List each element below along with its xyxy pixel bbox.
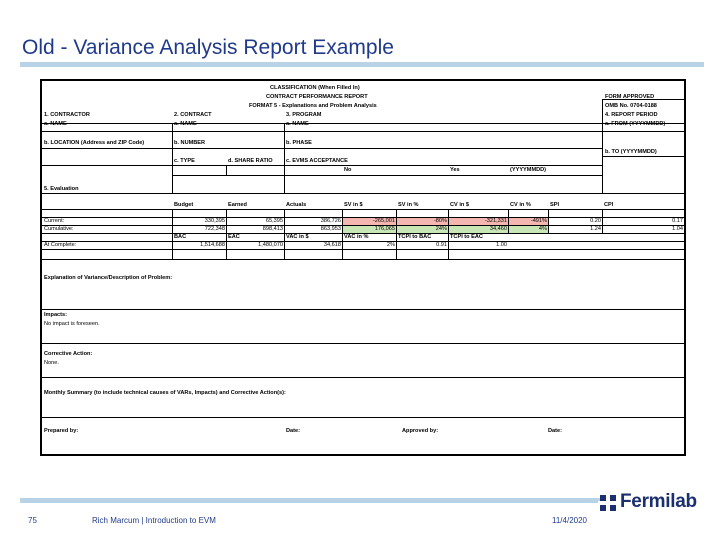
current-cv-dollar: -321,331 [484,218,507,224]
cumulative-spi: 1.24 [590,226,601,232]
evaluation-label: 5. Evaluation [44,186,79,192]
rule [342,209,343,259]
variance-report-form [40,79,686,456]
cumulative-cpi: 1.04 [672,226,683,232]
current-budget: 330,395 [204,218,225,224]
at-complete-vac-dollar: 34,618 [323,242,341,248]
evms-yes: Yes [450,167,460,173]
date-label-1: Date: [286,428,300,434]
classification-label: CLASSIFICATION (When Filled In) [270,85,360,91]
explanation-label: Explanation of Variance/Description of Problem: [44,275,173,281]
rule [42,148,602,149]
footer-divider [20,498,604,503]
contractor-location: b. LOCATION (Address and ZIP Code) [44,140,145,146]
from-date: a. FROM (YYYYMMDD) [605,121,666,127]
rule [172,123,173,193]
footer-date: 11/4/2020 [552,516,587,525]
cumulative-sv-dollar: 176,065 [374,226,395,232]
to-date: b. TO (YYYYMMDD) [605,149,657,155]
rule [42,259,684,260]
col-sv-percent: SV in % [398,202,419,208]
at-complete-tcpi-bac: 0.91 [436,242,447,248]
at-complete-vac-percent: 2% [386,242,395,248]
at-complete-tcpi-eac: 1.00 [496,242,507,248]
rule [42,209,684,210]
share-ratio: d. SHARE RATIO [228,158,273,164]
rule [42,309,684,310]
current-cpi: 0.17 [672,218,683,224]
evms-date: (YYYYMMDD) [510,167,547,173]
col-tcpi-bac: TCPI to BAC [398,234,432,240]
impacts-text: No impact is foreseen. [44,321,100,327]
col-eac: EAC [228,234,240,240]
cumulative-earned: 898,413 [262,226,283,232]
presenter-info: Rich Marcum | Introduction to EVM [92,516,216,525]
rule [42,131,684,132]
row-label-cumulative: Cumulative: [44,226,74,232]
contractor-name: a. NAME [44,121,67,127]
current-actuals: 386,726 [320,218,341,224]
rule [42,123,684,124]
fermilab-logo [598,490,710,514]
col-bac: BAC [174,234,187,240]
cumulative-cv-percent: 4% [538,226,547,232]
col-actuals: Actuals [286,202,307,208]
col-cv-dollar: CV in $ [450,202,469,208]
format-label: FORMAT 5 - Explanations and Problem Analysis [249,103,377,109]
current-cv-percent: -491% [530,218,547,224]
at-complete-bac: 1,514,688 [200,242,225,248]
rule [448,209,449,259]
current-sv-dollar: -265,001 [372,218,395,224]
rule [42,377,684,378]
rule [602,99,603,193]
evms-acceptance: c. EVMS ACCEPTANCE [286,158,348,164]
col-budget: Budget [174,202,194,208]
col-vac-percent: VAC in % [344,234,369,240]
current-earned: 65,395 [265,218,283,224]
row-label-current: Current: [44,218,65,224]
form-approved: FORM APPROVED [605,94,655,100]
rule [396,209,397,259]
cumulative-budget: 722,348 [204,226,225,232]
col-earned: Earned [228,202,247,208]
rule [172,175,602,176]
rule [602,156,684,157]
rule [42,165,602,166]
page-number: 75 [28,516,37,525]
rule [42,249,684,250]
prepared-by-label: Prepared by: [44,428,79,434]
col-tcpi-eac: TCPI to EAC [450,234,483,240]
col-spi: SPI [550,202,560,208]
approved-by-label: Approved by: [402,428,439,434]
col-sv-dollar: SV in $ [344,202,363,208]
contract-label: 2. CONTRACT [174,112,212,118]
rule [226,209,227,259]
program-label: 3. PROGRAM [286,112,322,118]
col-cv-percent: CV in % [510,202,531,208]
at-complete-eac: 1,480,070 [258,242,283,248]
corrective-action-text: None. [44,360,59,366]
slide-title: Old - Variance Analysis Report Example [22,36,394,59]
contractor-label: 1. CONTRACTOR [44,112,90,118]
omb-number: OMB No. 0704-0188 [605,103,657,109]
date-label-2: Date: [548,428,562,434]
rule [284,123,285,193]
rule [42,417,684,418]
current-sv-percent: -80% [433,218,447,224]
impacts-label: Impacts: [44,312,68,318]
col-vac-dollar: VAC in $ [286,234,309,240]
contract-name: a. NAME [174,121,197,127]
title-divider [20,62,704,67]
cumulative-cv-dollar: 34,460 [489,226,507,232]
rule [42,343,684,344]
rule [42,193,684,194]
corrective-action-label: Corrective Action: [44,351,93,357]
fermilab-logo-icon [598,493,618,513]
contract-type: c. TYPE [174,158,195,164]
rule [284,209,285,259]
contract-number: b. NUMBER [174,140,206,146]
current-spi: 0.20 [590,218,601,224]
cumulative-sv-percent: 24% [435,226,447,232]
report-title: CONTRACT PERFORMANCE REPORT [266,94,368,100]
report-period-label: 4. REPORT PERIOD [605,112,658,118]
col-cpi: CPI [604,202,614,208]
rule [172,209,173,259]
logo-text: Fermilab [620,491,697,512]
row-label-at-complete: At Complete: [44,242,77,248]
evms-no: No [344,167,352,173]
rule [226,165,227,175]
cumulative-actuals: 863,953 [320,226,341,232]
program-name: a. NAME [286,121,309,127]
program-phase: b. PHASE [286,140,312,146]
monthly-summary-label: Monthly Summary (to include technical causes of VARs, Impacts) and Corrective Action(s): [44,390,286,396]
